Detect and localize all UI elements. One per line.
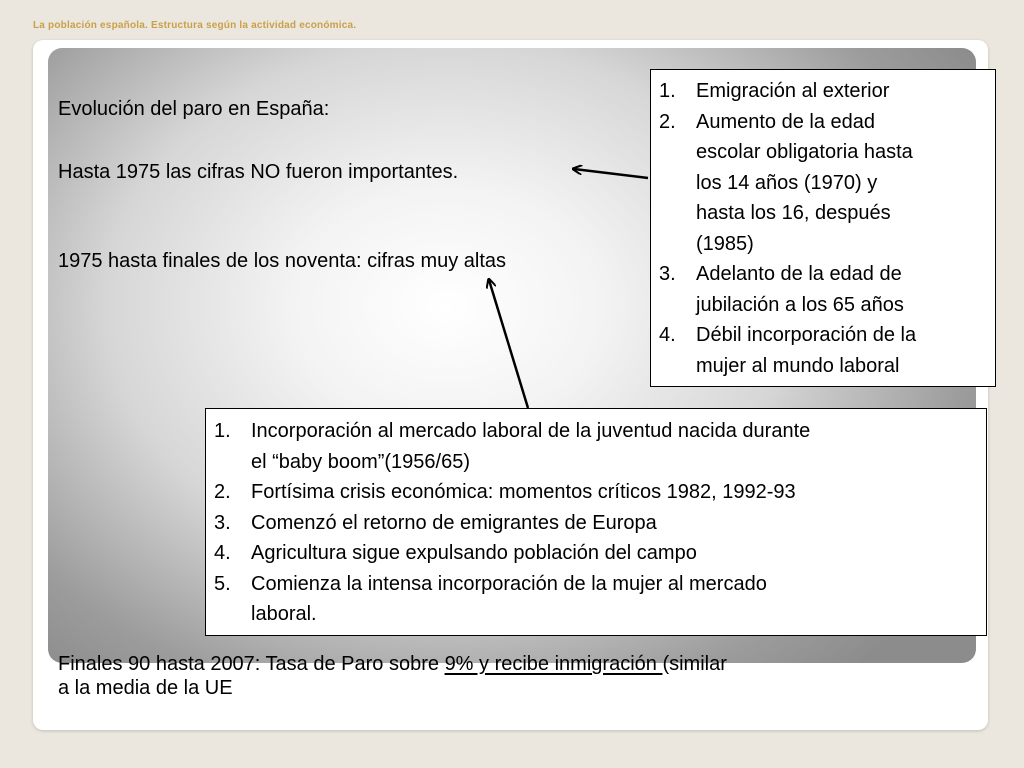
list-number: 5. xyxy=(214,572,231,595)
text-hasta-1975: Hasta 1975 las cifras NO fueron importantes. xyxy=(58,161,459,183)
list-line: Agricultura sigue expulsando población del campo xyxy=(251,542,697,564)
list-line: jubilación a los 65 años xyxy=(696,293,904,316)
footer-part1: Finales 90 hasta 2007: Tasa de Paro sobre xyxy=(58,653,445,675)
list-number: 4. xyxy=(659,324,676,346)
list-line: Fortísima crisis económica: momentos críticos 1982, 1992-93 xyxy=(251,481,796,503)
list-line: escolar obligatoria hasta xyxy=(696,141,913,163)
footer-underlined: 9% y recibe inmigración xyxy=(444,653,663,675)
list-number: 3. xyxy=(659,263,676,285)
slide-header-title: La población española. Estructura según la actividad económica. xyxy=(33,20,357,31)
footer-part2: (similar xyxy=(662,653,727,675)
list-line: Incorporación al mercado laboral de la juventud nacida durante xyxy=(251,420,811,442)
list-line: (1985) xyxy=(696,232,754,255)
list-number: 4. xyxy=(214,542,231,564)
list-line: Adelanto de la edad de xyxy=(696,263,902,285)
list-line: Débil incorporación de la xyxy=(696,324,917,346)
list-line: los 14 años (1970) y xyxy=(696,171,878,194)
list-line: laboral. xyxy=(251,603,317,625)
list-line: Comienza la intensa incorporación de la mujer al mercado xyxy=(251,572,767,595)
list-line: Aumento de la edad xyxy=(696,110,876,133)
list-number: 2. xyxy=(214,481,231,503)
list-number: 3. xyxy=(214,511,231,534)
text-1975-finales-noventa: 1975 hasta finales de los noventa: cifras muy altas xyxy=(58,250,507,272)
arrow-bottom-box-to-noventa xyxy=(489,280,528,408)
heading-evolucion-paro: Evolución del paro en España: xyxy=(58,98,330,120)
list-number: 2. xyxy=(659,110,676,133)
list-line: el “baby boom”(1956/65) xyxy=(251,450,471,473)
list-line: Comenzó el retorno de emigrantes de Europa xyxy=(251,511,657,534)
list-line: hasta los 16, después xyxy=(696,202,891,224)
arrow-right-box-to-1975 xyxy=(574,169,648,178)
list-line: mujer al mundo laboral xyxy=(696,354,900,377)
footer-line2: a la media de la UE xyxy=(58,677,233,699)
list-number: 1. xyxy=(659,80,676,102)
list-number: 1. xyxy=(214,420,231,442)
list-line: Emigración al exterior xyxy=(696,80,890,102)
